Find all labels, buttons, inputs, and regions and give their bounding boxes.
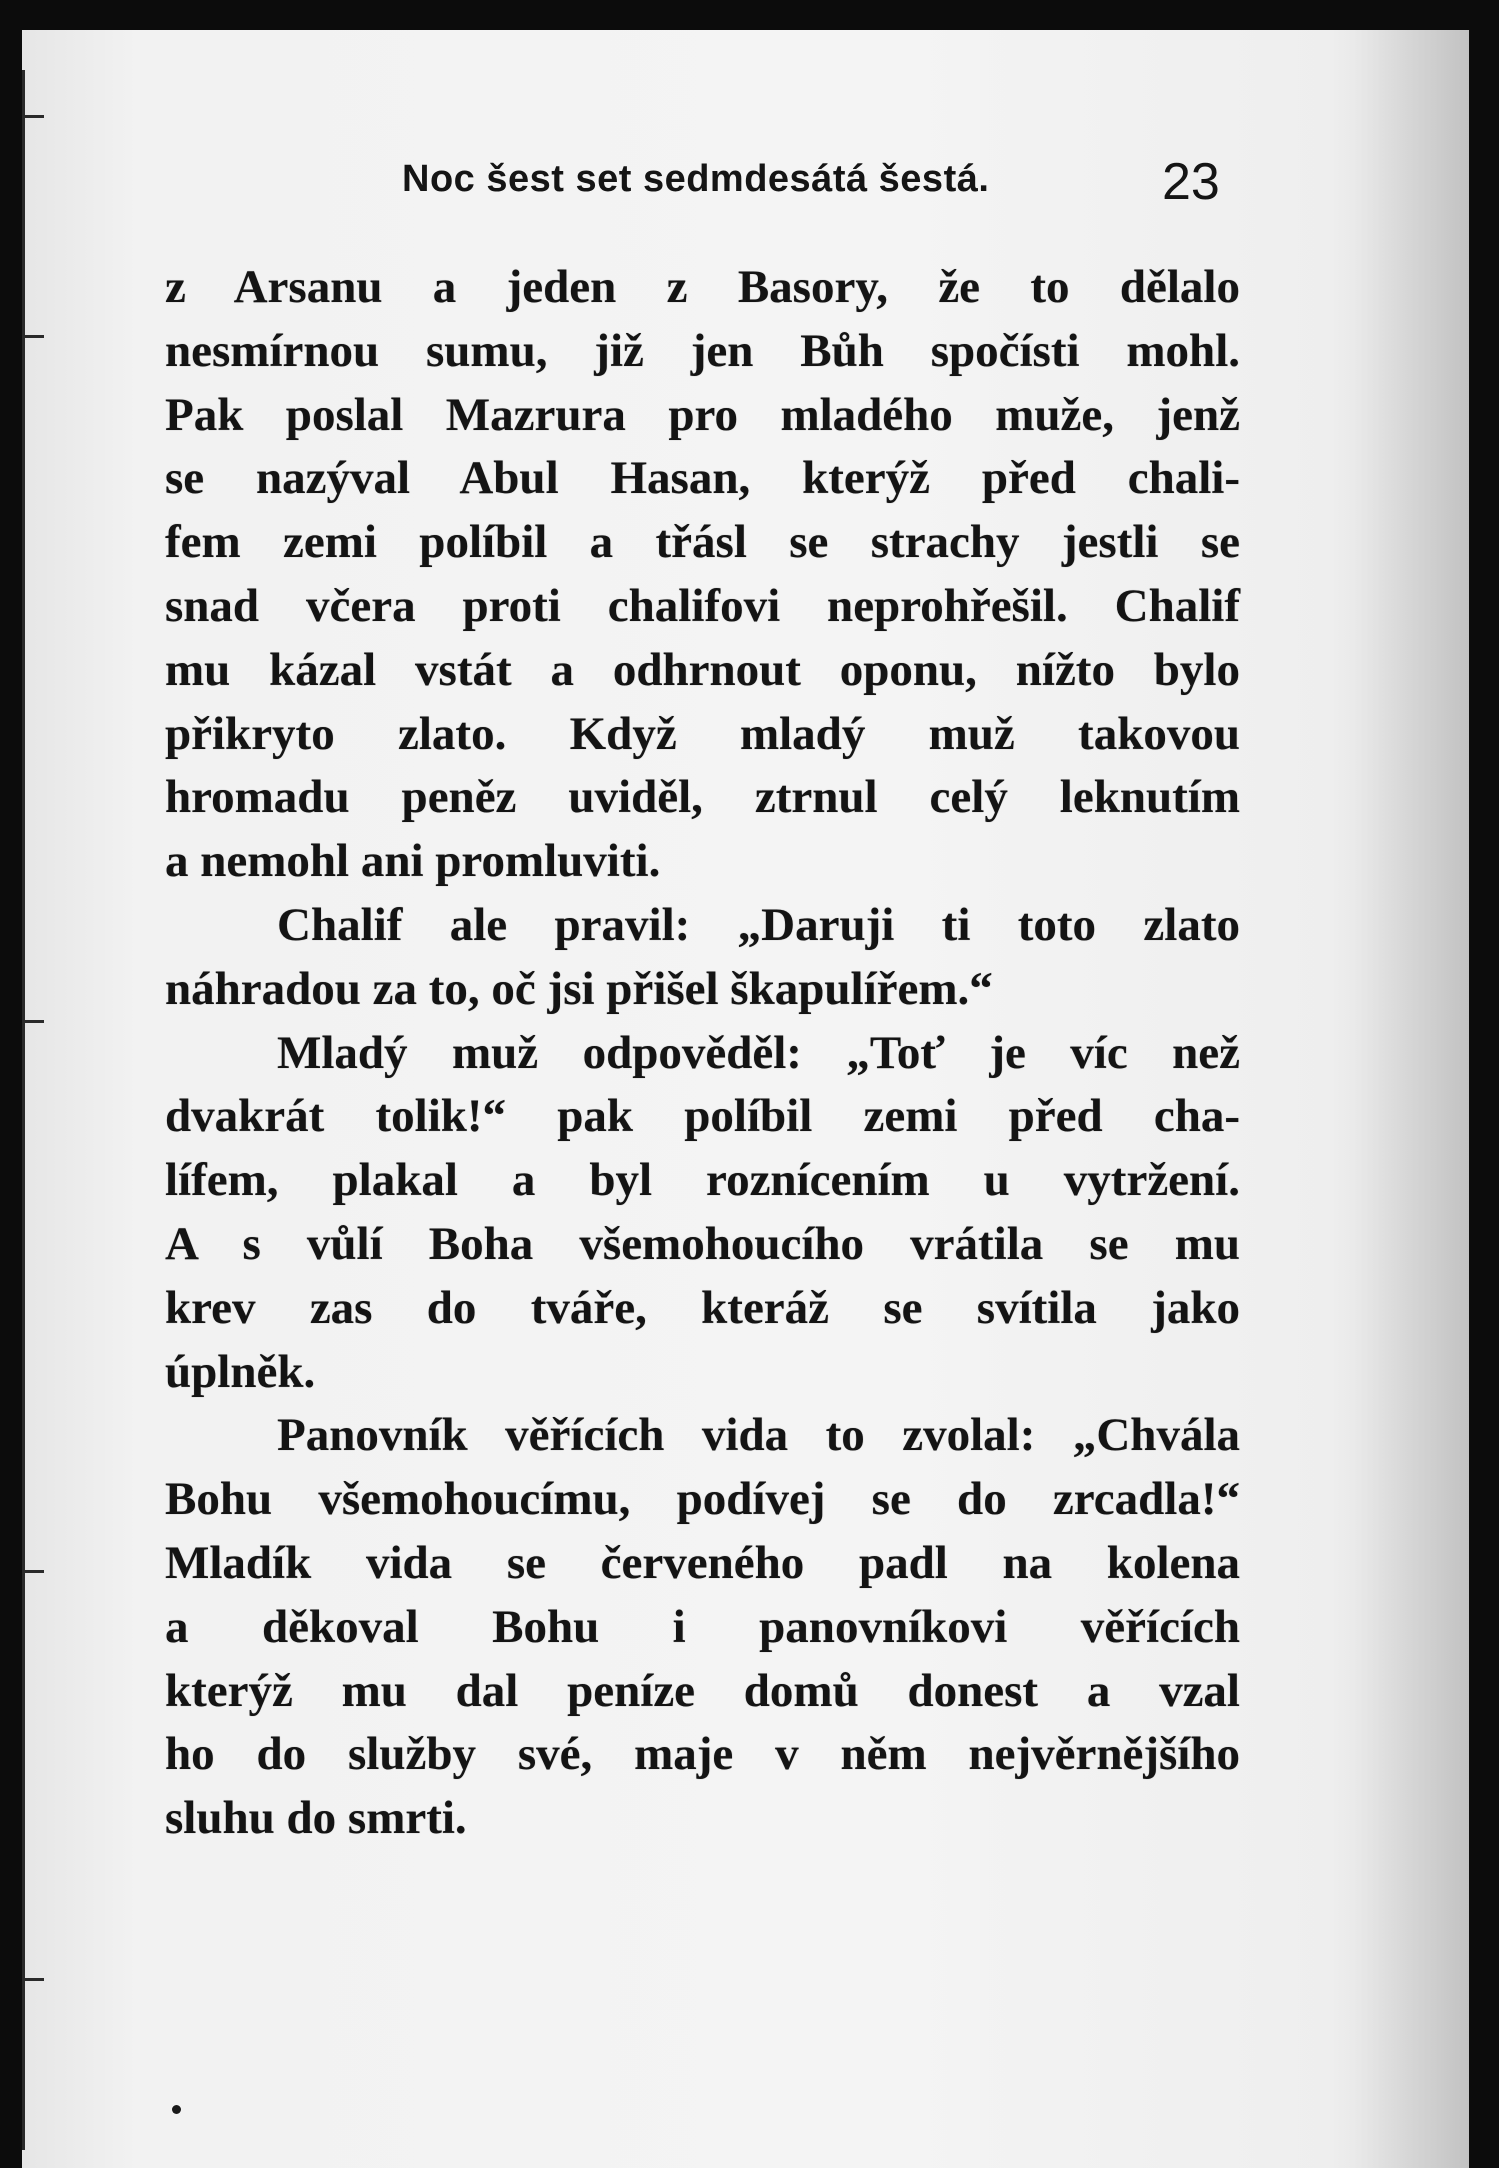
- text-line: z Arsanu a jeden z Basory, že to dělalo: [165, 261, 1240, 313]
- text-line: a děkoval Bohu i panovníkovi věřících: [165, 1600, 1240, 1653]
- body-text: [165, 256, 1240, 1851]
- text-line: dvakrát tolik!“ pak políbil zemi před cha-: [165, 1090, 1240, 1143]
- page-number: 23: [1162, 153, 1220, 211]
- text-line: náhradou za to, oč jsi přišel škapulířem.“: [165, 962, 993, 1015]
- paragraph-first-line: Panovník věřících vida to zvolal: „Chvála: [277, 1409, 1240, 1462]
- paragraph-first-line: Chalif ale pravil: „Daruji ti toto zlato: [277, 898, 1240, 951]
- text-line: fem zemi políbil a třásl se strachy jestli se: [165, 516, 1240, 569]
- text-line: krev zas do tváře, kteráž se svítila jako: [165, 1281, 1240, 1334]
- text-line: mu kázal vstát a odhrnout oponu, nížto bylo: [165, 643, 1240, 696]
- text-line: Bohu všemohoucímu, podívej se do zrcadla!“: [165, 1473, 1240, 1526]
- text-line: a nemohl ani promluviti.: [165, 835, 661, 888]
- text-line: přikryto zlato. Když mladý muž takovou: [165, 707, 1240, 760]
- binding-tick: [22, 1570, 44, 1573]
- text-line: lífem, plakal a byl roznícením u vytržení.: [165, 1154, 1240, 1207]
- book-page: [22, 30, 1469, 2168]
- text-line: se nazýval Abul Hasan, kterýž před chali-: [165, 452, 1240, 505]
- text-line: sluhu do smrti.: [165, 1792, 467, 1845]
- text-line: Pak poslal Mazrura pro mladého muže, jenž: [165, 388, 1240, 441]
- binding-tick: [22, 1020, 44, 1023]
- binding-tick: [22, 1978, 44, 1981]
- text-line: snad včera proti chalifovi neprohřešil. Chalif: [165, 579, 1240, 632]
- text-line: hromadu peněz uviděl, ztrnul celý leknutím: [165, 771, 1240, 824]
- text-line: nesmírnou sumu, již jen Bůh spočísti mohl.: [165, 324, 1240, 377]
- running-head: Noc šest set sedmdesátá šestá.: [402, 158, 990, 200]
- ink-speck: [172, 2105, 181, 2114]
- text-line: Mladík vida se červeného padl na kolena: [165, 1536, 1240, 1589]
- binding-edge: [22, 70, 25, 2150]
- binding-tick: [22, 335, 44, 338]
- paragraph-first-line: Mladý muž odpověděl: „Toť je víc než: [277, 1026, 1240, 1079]
- text-line: ho do služby své, maje v něm nejvěrnějšího: [165, 1728, 1240, 1781]
- text-line: A s vůlí Boha všemohoucího vrátila se mu: [165, 1217, 1240, 1270]
- binding-tick: [22, 115, 44, 118]
- text-line: úplněk.: [165, 1345, 316, 1398]
- text-line: kterýž mu dal peníze domů donest a vzal: [165, 1664, 1240, 1717]
